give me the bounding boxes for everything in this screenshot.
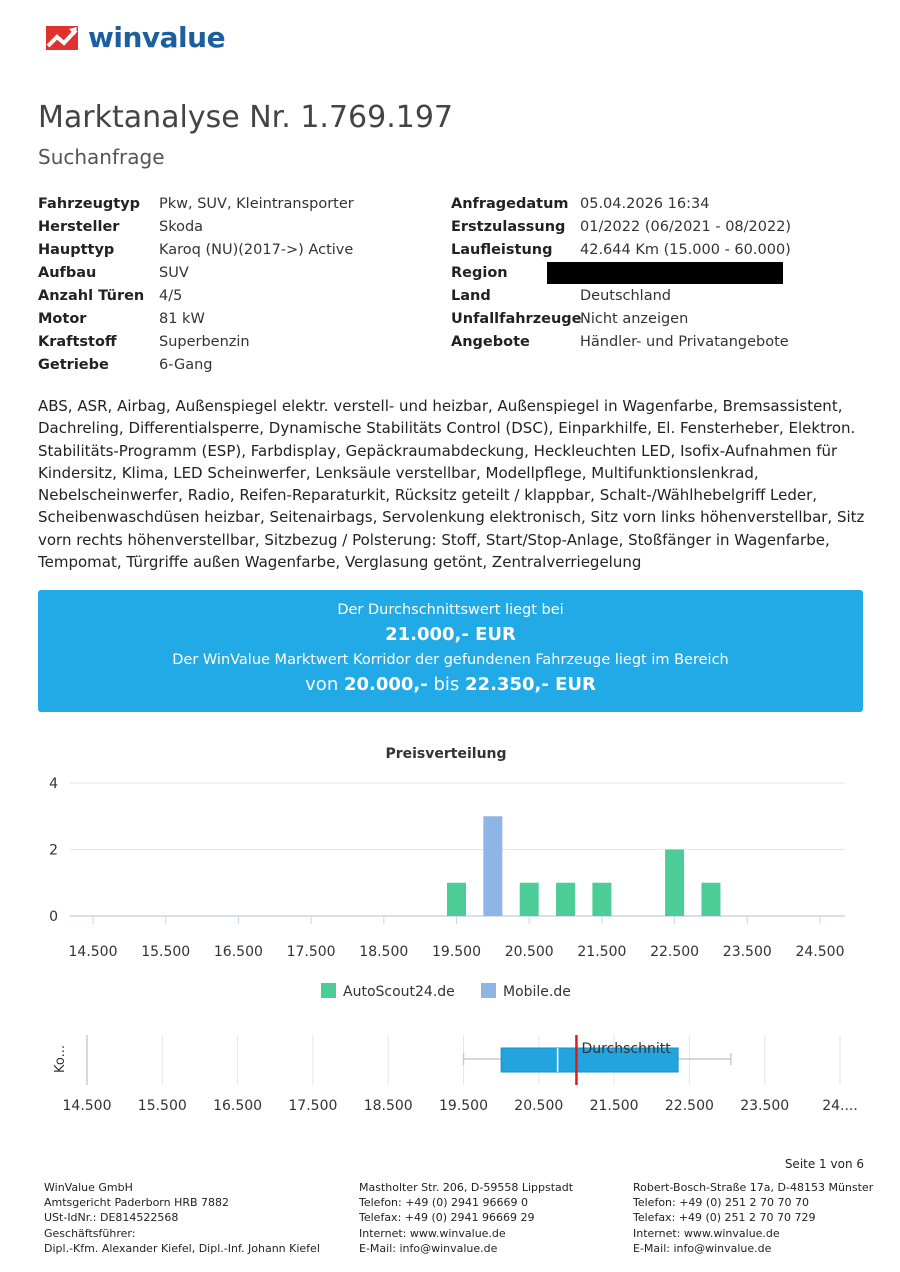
- chart-title: Preisverteilung: [385, 746, 507, 762]
- footer-line: Telefon: +49 (0) 2941 96669 0: [359, 1196, 528, 1210]
- x-tick-label: 15.500: [137, 1098, 187, 1114]
- x-tick-label: 20.500: [514, 1098, 564, 1114]
- spec-value: Händler- und Privatangebote: [580, 334, 789, 350]
- spec-value: 01/2022 (06/2021 - 08/2022): [580, 219, 792, 235]
- x-tick-label: 15.500: [141, 944, 191, 960]
- x-tick-label: 24.500: [795, 944, 845, 960]
- legend-label: Mobile.de: [503, 984, 571, 1000]
- spec-label: Fahrzeugtyp: [38, 196, 141, 212]
- footer-line: Internet: www.winvalue.de: [633, 1226, 780, 1240]
- spec-value: Skoda: [159, 219, 204, 235]
- footer-line: USt-IdNr.: DE814522568: [44, 1211, 179, 1225]
- spec-row: [451, 262, 791, 285]
- histogram-bar: [701, 883, 720, 916]
- footer-line: Telefax: +49 (0) 2941 96669 29: [359, 1211, 535, 1225]
- histogram-bar: [447, 883, 466, 916]
- y-tick-label: 0: [49, 909, 58, 925]
- footer-office-lippstadt: [359, 1180, 573, 1256]
- spec-row: [38, 216, 354, 239]
- footer-line: Amtsgericht Paderborn HRB 7882: [44, 1196, 230, 1210]
- corridor-intro: Der WinValue Marktwert Korridor der gefundenen Fahrzeuge liegt im Bereich: [172, 652, 729, 668]
- spec-label: Anfragedatum: [451, 196, 569, 212]
- spec-value: SUV: [159, 265, 189, 281]
- spec-label: Angebote: [451, 334, 530, 350]
- x-tick-label: 18.500: [363, 1098, 413, 1114]
- histogram-bar: [483, 816, 502, 916]
- x-tick-label: 20.500: [504, 944, 554, 960]
- spec-label: Laufleistung: [451, 242, 553, 258]
- legend-swatch: [481, 983, 496, 998]
- footer-office-muenster: [633, 1180, 873, 1256]
- x-tick-label: 14.500: [68, 944, 118, 960]
- x-tick-label: 22.500: [664, 1098, 714, 1114]
- brand-name: winvalue: [88, 21, 226, 54]
- x-tick-label: 23.500: [722, 944, 772, 960]
- footer-line: WinValue GmbH: [44, 1181, 133, 1194]
- legend-swatch: [321, 983, 336, 998]
- spec-row: [38, 331, 354, 354]
- spec-value: 6-Gang: [159, 357, 213, 373]
- histogram-bar: [556, 883, 575, 916]
- x-tick-label: 24....: [822, 1098, 858, 1114]
- price-distribution-chart: [0, 735, 900, 1010]
- spec-row: [38, 354, 354, 377]
- spec-label: Haupttyp: [38, 242, 115, 258]
- spec-label: Anzahl Türen: [38, 288, 145, 304]
- x-tick-label: 17.500: [288, 1098, 338, 1114]
- x-tick-label: 14.500: [62, 1098, 112, 1114]
- spec-row: [38, 262, 354, 285]
- spec-label: Motor: [38, 311, 87, 327]
- spec-row: [451, 308, 791, 331]
- footer-line: Geschäftsführer:: [44, 1226, 136, 1240]
- footer-company: [44, 1180, 320, 1256]
- spec-value: Superbenzin: [159, 334, 250, 350]
- histogram-bar: [592, 883, 611, 916]
- spec-row: [38, 193, 354, 216]
- footer-line: Internet: www.winvalue.de: [359, 1226, 506, 1240]
- spec-row: [38, 239, 354, 262]
- y-tick-label: 2: [49, 842, 58, 859]
- request-specs: [451, 193, 791, 354]
- spec-value: Nicht anzeigen: [580, 311, 689, 327]
- range-to-value: 22.350,- EUR: [465, 674, 596, 695]
- spec-value: Karoq (NU)(2017->) Active: [159, 242, 354, 258]
- footer-line: Robert-Bosch-Straße 17a, D-48153 Münster: [633, 1181, 874, 1194]
- x-tick-label: 16.500: [213, 1098, 263, 1114]
- range-from-word: von: [305, 674, 339, 695]
- spec-row: [451, 239, 791, 262]
- spec-label: Kraftstoff: [38, 334, 117, 350]
- spec-value: 42.644 Km (15.000 - 60.000): [580, 242, 791, 258]
- x-tick-label: 18.500: [359, 944, 409, 960]
- spec-value: Pkw, SUV, Kleintransporter: [159, 196, 354, 212]
- price-boxplot: [0, 1025, 900, 1120]
- page-number: Seite 1 von 6: [784, 1157, 864, 1171]
- spec-row: [38, 285, 354, 308]
- footer-line: Mastholter Str. 206, D-59558 Lippstadt: [359, 1181, 574, 1194]
- range-to-word: bis: [433, 674, 460, 695]
- page-title: Marktanalyse Nr. 1.769.197: [38, 100, 454, 135]
- redaction-bar: [547, 262, 783, 284]
- footer-line: E-Mail: info@winvalue.de: [359, 1241, 498, 1255]
- spec-row: [451, 285, 791, 308]
- brand-logo: [44, 21, 226, 54]
- x-tick-label: 22.500: [650, 944, 700, 960]
- spec-label: Region: [451, 265, 508, 281]
- footer-line: Telefax: +49 (0) 251 2 70 70 729: [633, 1211, 816, 1225]
- vehicle-specs: [38, 193, 354, 377]
- spec-label: Unfallfahrzeuge: [451, 311, 582, 327]
- spec-row: [451, 193, 791, 216]
- spec-label: Getriebe: [38, 357, 109, 373]
- page-subtitle: Suchanfrage: [38, 145, 165, 169]
- range-from-value: 20.000,-: [343, 674, 428, 695]
- equipment-list: ABS, ASR, Airbag, Außenspiegel elektr. verstell- und heizbar, Außenspiegel in Wagenfarbe, Bremsassistent, Dachreling, Differentialsperre, Dynamische Stabilitäts Control (DSC), Einparkhilfe, El. Fensterheber, Elektron. Stabilitäts-Programm (ESP), Farbdisplay, Gepäckraumabdeckung, Heckleuchten LED, Isofix-Aufnahmen für Kindersitz, Klima, LED Scheinwerfer, Lenksäule verstellbar, Modellpflege, Multifunktionslenkrad, Nebelscheinwerfer, Radio, Reifen-Reparaturkit, Rücksitz geteilt / klappbar, Schalt-/Wählhebelgriff Leder, Scheibenwaschdüsen heizbar, Seitenairbags, Servolenkung elektronisch, Sitz vorn links höhenverstellbar, Sitz vorn rechts höhenverstellbar, Sitzbezug / Polsterung: Stoff, Start/Stop-Anlage, Stoßfänger in Wagenfarbe, Tempomat, Türgriffe außen Wagenfarbe, Verglasung getönt, Zentralverriegelung: [38, 397, 865, 572]
- x-tick-label: 23.500: [740, 1098, 790, 1114]
- spec-label: Aufbau: [38, 265, 97, 281]
- histogram-bar: [520, 883, 539, 916]
- x-tick-label: 16.500: [213, 944, 263, 960]
- y-tick-label: 4: [49, 776, 58, 792]
- x-tick-label: 21.500: [577, 944, 627, 960]
- footer-line: Dipl.-Kfm. Alexander Kiefel, Dipl.-Inf. Johann Kiefel: [44, 1241, 320, 1255]
- spec-label: Land: [451, 288, 491, 304]
- x-tick-label: 19.500: [432, 944, 481, 960]
- logo-chart-icon: [44, 24, 80, 52]
- market-value-banner: [38, 590, 863, 712]
- spec-value: 81 kW: [159, 311, 205, 327]
- mean-label: Durchschnitt: [581, 1041, 671, 1057]
- spec-label: Erstzulassung: [451, 219, 566, 235]
- spec-value: Deutschland: [580, 288, 671, 304]
- spec-row: [38, 308, 354, 331]
- x-tick-label: 17.500: [286, 944, 336, 960]
- x-tick-label: 21.500: [589, 1098, 639, 1114]
- legend-label: AutoScout24.de: [343, 984, 455, 1000]
- footer-line: E-Mail: info@winvalue.de: [633, 1241, 772, 1255]
- average-value: 21.000,- EUR: [385, 624, 516, 645]
- x-tick-label: 19.500: [439, 1098, 488, 1114]
- footer-line: Telefon: +49 (0) 251 2 70 70 70: [633, 1196, 809, 1210]
- spec-value: 4/5: [159, 288, 183, 304]
- spec-label: Hersteller: [38, 219, 120, 235]
- spec-row: [451, 216, 791, 239]
- spec-row: [451, 331, 791, 354]
- corridor-range: [38, 674, 863, 695]
- histogram-bar: [665, 850, 684, 917]
- spec-value: 05.04.2026 16:34: [580, 196, 710, 212]
- average-intro: Der Durchschnittswert liegt bei: [337, 602, 564, 618]
- y-category-label: Ko...: [53, 1045, 68, 1073]
